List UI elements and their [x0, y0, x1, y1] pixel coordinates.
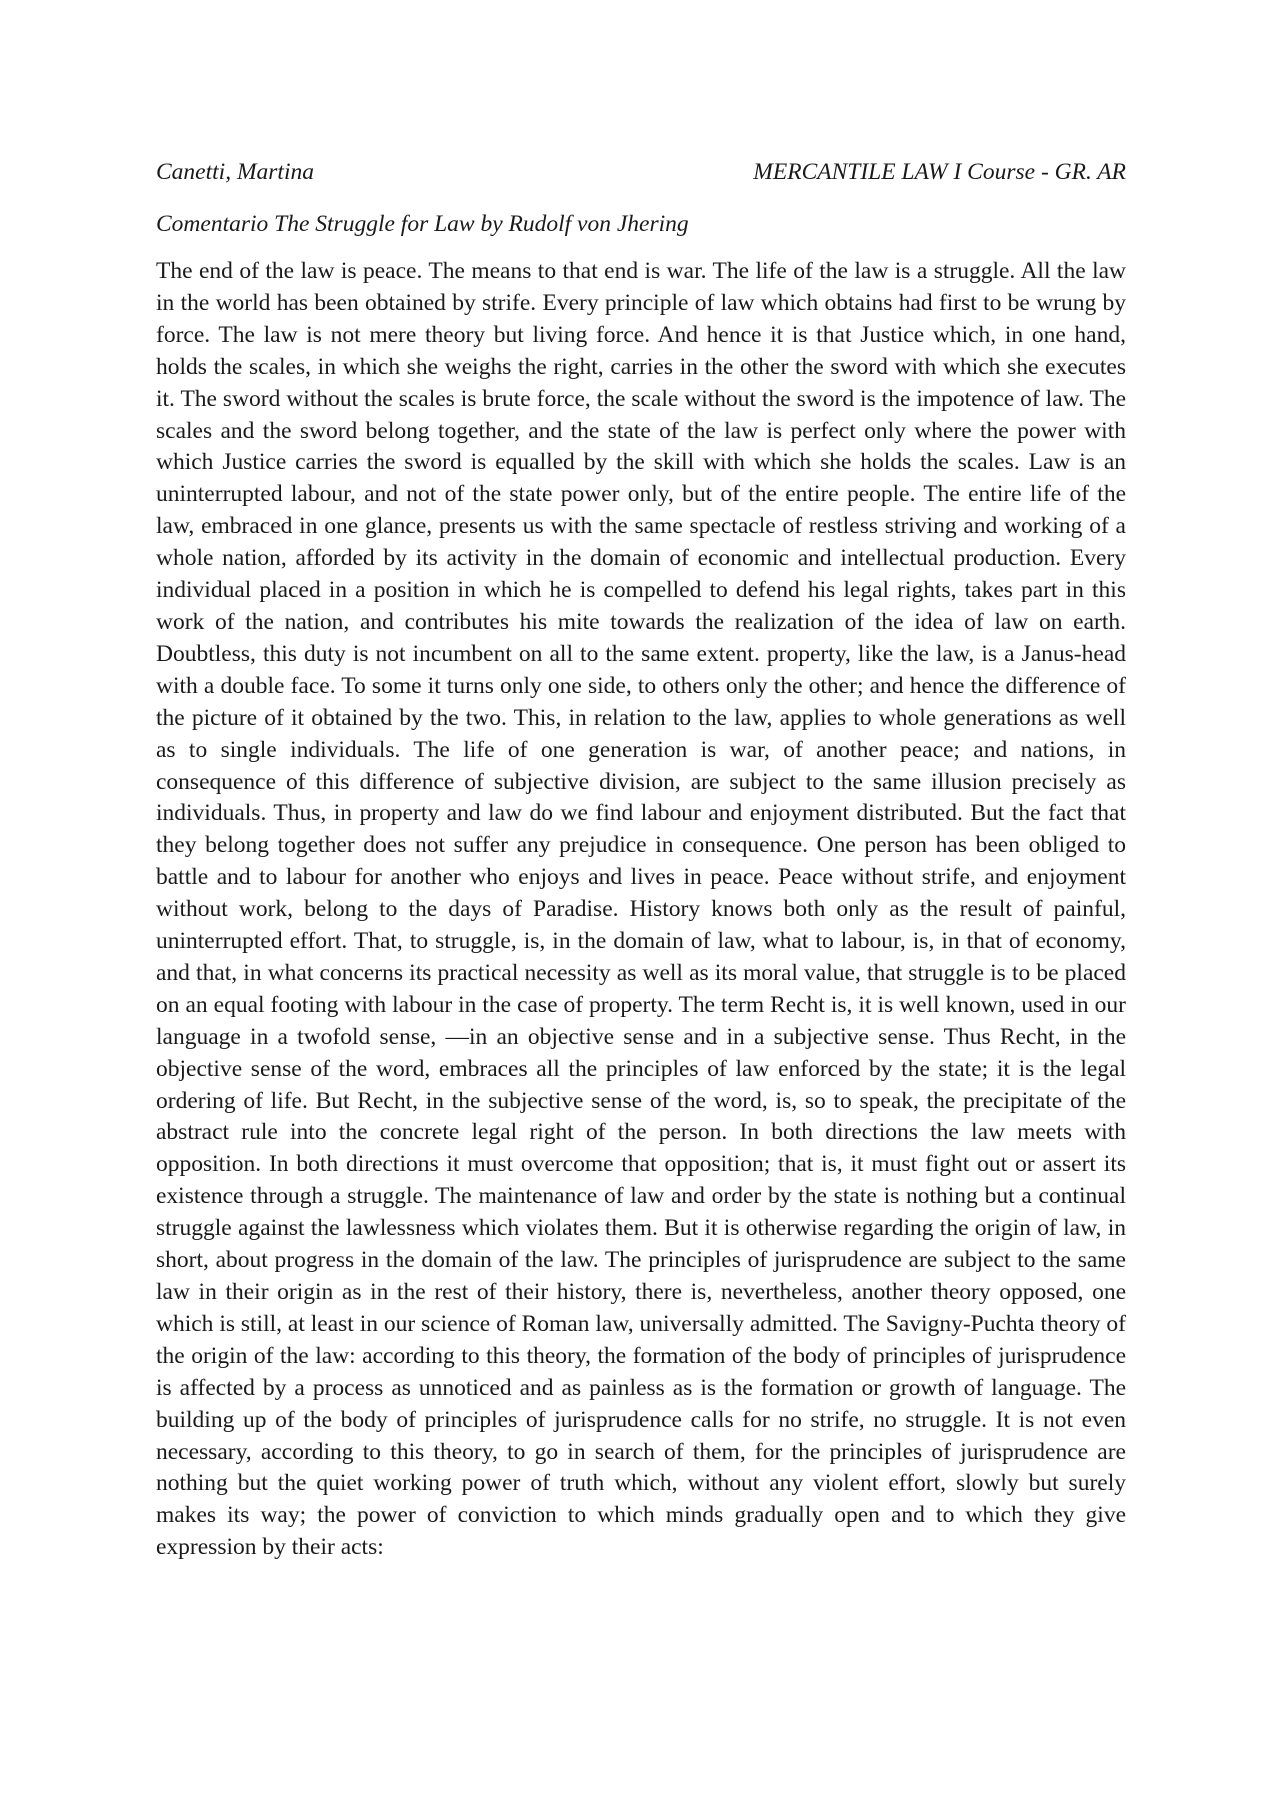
- author-name: Canetti, Martina: [156, 159, 314, 185]
- document-subtitle: Comentario The Struggle for Law by Rudolf von Jhering: [156, 211, 689, 237]
- course-name: MERCANTILE LAW I Course - GR. AR: [753, 159, 1126, 185]
- document-header: [156, 152, 1126, 192]
- document-page: [156, 152, 1126, 1564]
- body-paragraph: The end of the law is peace. The means to that end is war. The life of the law is a struggle. All the law in the world has been obtained by strife. Every principle of law which obtains had first to be wrung by force. The law is not mere theory but living force. And hence it is that Justice which, in one hand, holds the scales, in which she weighs the right, carries in the other the sword with which she executes it. The sword without the scales is brute force, the scale without the sword is the impotence of law. The scales and the sword belong together, and the state of the law is perfect only where the power with which Justice carries the sword is equalled by the skill with which she holds the scales. Law is an uninterrupted labour, and not of the state power only, but of the entire people. The entire life of the law, embraced in one glance, presents us with the same spectacle of restless striving and working of a whole nation, afforded by its activity in the domain of economic and intellectual production. Every individual placed in a position in which he is compelled to defend his legal rights, takes part in this work of the nation, and contributes his mite towards the realization of the idea of law on earth. Doubtless, this duty is not incumbent on all to the same extent. property, like the law, is a Janus-head with a double face. To some it turns only one side, to others only the other; and hence the difference of the picture of it obtained by the two. This, in relation to the law, applies to whole generations as well as to single individuals. The life of one generation is war, of another peace; and nations, in consequence of this difference of subjective division, are subject to the same illusion precisely as individuals. Thus, in property and law do we find labour and enjoyment distributed. But the fact that they belong together does not suffer any prejudice in consequence. One person has been obliged to battle and to labour for another who enjoys and lives in peace. Peace without strife, and enjoyment without work, belong to the days of Paradise. History knows both only as the result of painful, uninterrupted effort. That, to struggle, is, in the domain of law, what to labour, is, in that of economy, and that, in what concerns its practical necessity as well as its moral value, that struggle is to be placed on an equal footing with labour in the case of property. The term Recht is, it is well known, used in our language in a twofold sense, —in an objective sense and in a subjective sense. Thus Recht, in the objective sense of the word, embraces all the principles of law enforced by the state; it is the legal ordering of life. But Recht, in the subjective sense of the word, is, so to speak, the precipitate of the abstract rule into the concrete legal right of the person. In both directions the law meets with opposition. In both directions it must overcome that opposition; that is, it must fight out or assert its existence through a struggle. The maintenance of law and order by the state is nothing but a continual struggle against the lawlessness which violates them. But it is otherwise regarding the origin of law, in short, about progress in the domain of the law. The principles of jurisprudence are subject to the same law in their origin as in the rest of their history, there is, nevertheless, another theory opposed, one which is still, at least in our science of Roman law, universally admitted. The Savigny-Puchta theory of the origin of the law: according to this theory, the formation of the body of principles of jurisprudence is affected by a process as unnoticed and as painless as is the formation or growth of language. The building up of the body of principles of jurisprudence calls for no strife, no struggle. It is not even necessary, according to this theory, to go in search of them, for the principles of jurisprudence are nothing but the quiet working power of truth which, without any violent effort, slowly but surely makes its way; the power of conviction to which minds gradually open and to which they give expression by their acts:: [156, 258, 1126, 1561]
